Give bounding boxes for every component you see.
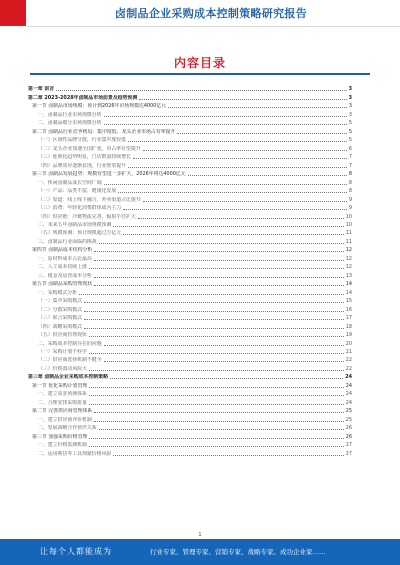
toc-leader-dots bbox=[168, 107, 347, 108]
toc-entry-text: 第二节 卤制品行业竞争格局：集中度低，龙头企业市场占有率提升 bbox=[32, 128, 176, 135]
toc-entry-page: 26 bbox=[345, 425, 352, 432]
toc-entry-text: （三）消费：年轻化消费群体成为主力 bbox=[38, 205, 122, 212]
toc-entry[interactable] bbox=[28, 313, 352, 321]
toc-entry-text: 二、未来五年卤制品市场规模预测 bbox=[38, 221, 112, 228]
toc-entry-text: 一、采购模式分析 bbox=[38, 289, 78, 296]
toc-entry-page: 22 bbox=[345, 365, 352, 372]
toc-entry[interactable] bbox=[28, 118, 352, 126]
toc-entry-text: 第四节 卤制品成本结构分析 bbox=[32, 247, 93, 254]
toc-leader-dots bbox=[94, 285, 344, 286]
toc-entry-page: 9 bbox=[348, 205, 352, 212]
toc-entry-text: 第三节 加强采购价格管理 bbox=[32, 433, 88, 440]
toc-entry-page: 10 bbox=[345, 221, 352, 228]
toc-leader-dots bbox=[104, 361, 344, 362]
toc-leader-dots bbox=[128, 167, 347, 168]
toc-entry-text: （一）产品：品类丰富，健康化发展 bbox=[38, 188, 117, 195]
toc-leader-dots bbox=[188, 175, 347, 176]
toc-entry[interactable] bbox=[28, 186, 352, 194]
toc-entry-page: 9 bbox=[348, 196, 352, 203]
toc-entry-text: 一、建立需求预测体系 bbox=[38, 391, 87, 398]
toc-entry-page: 5 bbox=[348, 128, 352, 135]
toc-entry-text: （四）战略采购模式 bbox=[38, 323, 83, 330]
toc-entry-text: 第三章 卤制品企业采购成本控制策略 bbox=[28, 374, 108, 381]
toc-leader-dots bbox=[113, 455, 343, 456]
toc-entry-text: （三）价格波动风险大 bbox=[38, 365, 87, 372]
toc-entry-text: 一、建立供应商评价机制 bbox=[38, 416, 92, 423]
toc-entry-page: 14 bbox=[345, 281, 352, 288]
toc-entry-text: （二）供应商选择机制不健全 bbox=[38, 357, 102, 364]
toc-entry-page: 24 bbox=[345, 399, 352, 406]
toc-leader-dots bbox=[89, 438, 343, 439]
toc-entry-text: 第五节 卤制品采购管理现状 bbox=[32, 281, 93, 288]
toc-entry-text: （一）区域性品牌分散，行业集中度较低 bbox=[38, 137, 127, 144]
toc-entry[interactable] bbox=[28, 220, 352, 228]
toc-entry[interactable] bbox=[28, 380, 352, 388]
toc-entry[interactable] bbox=[28, 169, 352, 177]
toc-leader-dots bbox=[79, 294, 344, 295]
toc-entry-page: 16 bbox=[345, 306, 352, 313]
header-divider bbox=[26, 26, 400, 27]
toc-entry-text: 一、休闲卤制品成长空间广阔 bbox=[38, 179, 102, 186]
toc-entry-page: 15 bbox=[345, 298, 352, 305]
page-number: 1 bbox=[198, 532, 202, 538]
toc-leader-dots bbox=[138, 218, 344, 219]
toc-entry-text: （三）联合采购模式 bbox=[38, 315, 83, 322]
toc-leader-dots bbox=[104, 124, 347, 125]
toc-entry[interactable] bbox=[28, 296, 352, 304]
toc-entry-page: 11 bbox=[345, 230, 352, 237]
toc-entry[interactable] bbox=[28, 355, 352, 363]
footer-tagline: 行业专家、管理专家、营销专家、战略专家、成功企业家…… bbox=[150, 548, 326, 556]
toc-entry-text: （一）采购计划不科学 bbox=[38, 349, 87, 355]
toc-entry-text: 三、卤制品行业面临的挑战 bbox=[38, 238, 97, 245]
toc-entry-page: 8 bbox=[348, 188, 352, 195]
toc-leader-dots bbox=[84, 302, 344, 303]
toc-entry[interactable] bbox=[28, 389, 352, 397]
toc-entry-page: 18 bbox=[345, 323, 352, 330]
toc-entry[interactable] bbox=[28, 101, 352, 109]
toc-leader-dots bbox=[123, 209, 347, 210]
toc-entry-text: 第三节 卤制品发展趋势：规模有望进一步扩大，2026年将达4000亿元 bbox=[32, 171, 186, 178]
footer-slogan: 让每个人都能成为 bbox=[40, 547, 112, 556]
toc-entry[interactable] bbox=[28, 363, 352, 371]
toc-entry[interactable] bbox=[28, 287, 352, 295]
toc-entry[interactable] bbox=[28, 152, 352, 160]
toc-entry[interactable] bbox=[28, 321, 352, 329]
toc-entry-page: 17 bbox=[345, 315, 352, 322]
toc-entry[interactable] bbox=[28, 372, 352, 380]
toc-entry-text: 二、人工成本持续上涨 bbox=[38, 264, 87, 271]
toc-entry-text: 一、建立价格监测机制 bbox=[38, 442, 87, 449]
toc-entry-text: 第二节 完善供应商管理体系 bbox=[32, 408, 93, 415]
toc-entry-page: 5 bbox=[348, 120, 352, 127]
toc-leader-dots bbox=[104, 116, 347, 117]
toc-leader-dots bbox=[84, 319, 344, 320]
table-of-contents bbox=[28, 84, 352, 457]
toc-entry[interactable] bbox=[28, 440, 352, 448]
toc-entry-text: （三）连锁化趋势明显，门店数量持续增长 bbox=[38, 154, 131, 161]
toc-entry[interactable] bbox=[28, 270, 352, 278]
toc-entry-text: （二）分散采购模式 bbox=[38, 306, 83, 313]
toc-entry[interactable] bbox=[28, 330, 352, 338]
toc-entry-page: 20 bbox=[345, 340, 352, 347]
toc-entry[interactable] bbox=[28, 194, 352, 202]
toc-leader-dots bbox=[89, 268, 344, 269]
toc-entry[interactable] bbox=[28, 126, 352, 134]
toc-divider bbox=[30, 73, 370, 75]
toc-entry[interactable] bbox=[28, 135, 352, 143]
toc-leader-dots bbox=[133, 158, 347, 159]
toc-entry[interactable] bbox=[28, 228, 352, 236]
toc-leader-dots bbox=[143, 201, 347, 202]
toc-entry-page: 26 bbox=[345, 433, 352, 440]
toc-entry[interactable] bbox=[28, 236, 352, 244]
toc-entry-text: （二）渠道：线上线下融合，外卖渠道占比提升 bbox=[38, 196, 141, 203]
toc-entry[interactable] bbox=[28, 304, 352, 312]
toc-entry-page: 27 bbox=[345, 450, 352, 457]
toc-entry[interactable] bbox=[28, 109, 352, 117]
report-title: 卤制品企业采购成本控制策略研究报告 bbox=[114, 7, 308, 20]
toc-entry-text: 第一章 前言 bbox=[28, 86, 55, 93]
toc-entry-page: 12 bbox=[345, 255, 352, 262]
toc-entry-text: （四）品牌效应逐渐显现，行业壁垒提升 bbox=[38, 162, 127, 169]
toc-entry-text: 一、原材料成本占比最高 bbox=[38, 255, 92, 262]
toc-entry[interactable] bbox=[28, 245, 352, 253]
toc-leader-dots bbox=[84, 311, 344, 312]
toc-entry-text: 二、合理安排采购批量 bbox=[38, 399, 87, 406]
toc-entry-text: （五）规模预测：预计规模超过万亿元 bbox=[38, 230, 122, 237]
toc-entry-text: 二、运用期货等工具规避价格风险 bbox=[38, 450, 112, 457]
toc-leader-dots bbox=[118, 192, 347, 193]
toc-entry-text: （一）集中采购模式 bbox=[38, 298, 83, 305]
toc-entry[interactable] bbox=[28, 397, 352, 405]
page-header bbox=[0, 0, 400, 32]
toc-entry[interactable] bbox=[28, 279, 352, 287]
toc-leader-dots bbox=[94, 260, 344, 261]
toc-entry[interactable] bbox=[28, 431, 352, 439]
toc-leader-dots bbox=[89, 446, 344, 447]
toc-leader-dots bbox=[94, 412, 344, 413]
toc-entry-page: 3 bbox=[348, 103, 352, 110]
toc-entry-page: 10 bbox=[345, 213, 352, 220]
toc-entry[interactable] bbox=[28, 253, 352, 261]
toc-leader-dots bbox=[123, 234, 344, 235]
toc-leader-dots bbox=[128, 141, 347, 142]
toc-leader-dots bbox=[56, 90, 346, 91]
toc-entry[interactable] bbox=[28, 211, 352, 219]
header-accent-block bbox=[0, 0, 26, 26]
toc-entry[interactable] bbox=[28, 423, 352, 431]
toc-entry[interactable] bbox=[28, 414, 352, 422]
toc-entry-page: 24 bbox=[345, 374, 352, 381]
toc-entry[interactable] bbox=[28, 203, 352, 211]
toc-entry-page: 5 bbox=[348, 137, 352, 144]
page-footer bbox=[0, 539, 400, 565]
toc-leader-dots bbox=[139, 99, 346, 100]
toc-entry-page: 24 bbox=[345, 391, 352, 398]
toc-entry-page: 24 bbox=[345, 382, 352, 389]
toc-entry[interactable] bbox=[28, 338, 352, 346]
toc-entry-page: 25 bbox=[345, 416, 352, 423]
toc-entry[interactable] bbox=[28, 84, 352, 92]
toc-leader-dots bbox=[104, 184, 347, 185]
toc-leader-dots bbox=[89, 387, 343, 388]
toc-entry[interactable] bbox=[28, 406, 352, 414]
toc-leader-dots bbox=[110, 378, 343, 379]
toc-leader-dots bbox=[104, 345, 344, 346]
toc-entry[interactable] bbox=[28, 347, 352, 355]
toc-entry-text: （五）供应商管理现状 bbox=[38, 332, 87, 339]
toc-entry-text: 三、租金及运营成本分析 bbox=[38, 272, 92, 279]
toc-leader-dots bbox=[89, 370, 344, 371]
toc-entry-text: （二）龙头企业加速全国扩张，市占率有望提升 bbox=[38, 145, 141, 152]
toc-leader-dots bbox=[99, 429, 344, 430]
toc-leader-dots bbox=[84, 328, 344, 329]
toc-entry-page: 6 bbox=[348, 145, 352, 152]
toc-entry-page: 14 bbox=[345, 289, 352, 296]
toc-entry[interactable] bbox=[28, 92, 352, 100]
toc-entry-page: 7 bbox=[348, 154, 352, 161]
toc-entry-page: 12 bbox=[345, 247, 352, 254]
toc-leader-dots bbox=[89, 395, 344, 396]
toc-leader-dots bbox=[94, 421, 344, 422]
toc-leader-dots bbox=[94, 277, 344, 278]
toc-entry-page: 3 bbox=[348, 94, 352, 101]
toc-entry[interactable] bbox=[28, 143, 352, 151]
toc-leader-dots bbox=[94, 251, 344, 252]
toc-entry-page: 3 bbox=[348, 86, 352, 93]
toc-entry-text: 第二章 2023-2028年卤制品市场前景及趋势预测 bbox=[28, 94, 138, 101]
toc-entry[interactable] bbox=[28, 160, 352, 168]
toc-entry-page: 21 bbox=[345, 349, 352, 355]
toc-leader-dots bbox=[89, 353, 344, 354]
toc-entry-page: 8 bbox=[348, 171, 352, 178]
toc-entry-page: 25 bbox=[345, 408, 352, 415]
toc-leader-dots bbox=[99, 243, 344, 244]
toc-leader-dots bbox=[143, 150, 347, 151]
toc-entry-page: 3 bbox=[348, 111, 352, 118]
toc-heading: 内容目录 bbox=[173, 56, 226, 70]
toc-entry-text: 二、发展战略合作伙伴关系 bbox=[38, 425, 97, 432]
toc-entry-page: 8 bbox=[348, 179, 352, 186]
toc-entry-page: 19 bbox=[345, 332, 352, 339]
toc-entry-text: 第一节 卤制品市场规模：预计到2026年市场规模达4000亿元 bbox=[32, 103, 167, 110]
toc-entry-text: 二、卤制品细分市场规模分析 bbox=[38, 120, 102, 127]
toc-entry-page: 22 bbox=[345, 357, 352, 364]
toc-entry-page: 11 bbox=[345, 238, 352, 245]
toc-entry-text: （四）供应链：冷链物流完善，辐射半径扩大 bbox=[38, 213, 136, 220]
toc-leader-dots bbox=[177, 133, 346, 134]
toc-leader-dots bbox=[89, 404, 344, 405]
toc-leader-dots bbox=[113, 226, 343, 227]
toc-entry-page: 7 bbox=[348, 162, 352, 169]
toc-entry-text: 一、卤制品行业市场规模分析 bbox=[38, 111, 102, 118]
toc-entry[interactable] bbox=[28, 177, 352, 185]
toc-entry-page: 12 bbox=[345, 264, 352, 271]
toc-leader-dots bbox=[89, 336, 344, 337]
toc-entry[interactable] bbox=[28, 448, 352, 456]
toc-entry[interactable] bbox=[28, 262, 352, 270]
toc-entry-text: 二、采购成本控制存在的问题 bbox=[38, 340, 102, 347]
toc-entry-text: 第一节 优化采购计划管理 bbox=[32, 382, 88, 389]
toc-entry-page: 27 bbox=[345, 442, 352, 449]
toc-entry-page: 13 bbox=[345, 272, 352, 279]
